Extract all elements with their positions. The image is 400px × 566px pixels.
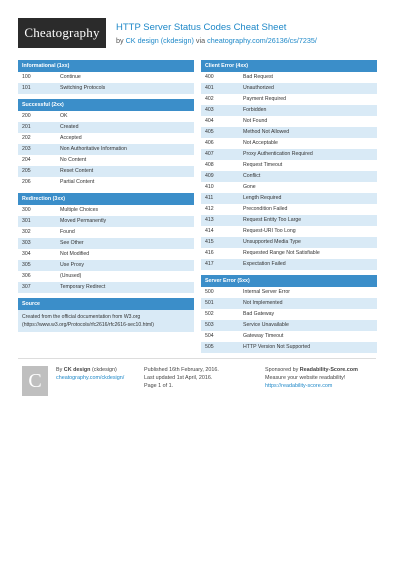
status-code: 405 [205, 129, 214, 135]
status-text: Moved Permanently [60, 218, 107, 224]
sheet-url-link[interactable]: cheatography.com/26136/cs/7235/ [207, 36, 317, 45]
page-subtitle [116, 36, 317, 45]
status-text: Internal Server Error [243, 289, 290, 295]
status-code: 412 [205, 206, 214, 212]
source-section [18, 298, 194, 332]
status-section [18, 60, 194, 94]
status-text: Found [60, 229, 75, 235]
status-row [18, 216, 194, 227]
status-text: Payment Required [243, 96, 286, 102]
status-section [18, 99, 194, 188]
status-row [18, 111, 194, 122]
section-header: Server Error (5xx) [201, 275, 377, 287]
status-row [18, 166, 194, 177]
status-code: 505 [205, 344, 214, 350]
status-text: Not Acceptable [243, 140, 278, 146]
status-row [18, 155, 194, 166]
status-code: 203 [22, 146, 31, 152]
status-text: Multiple Choices [60, 207, 99, 213]
status-text: OK [60, 113, 68, 119]
section-header: Source [18, 298, 194, 310]
status-text: Unauthorized [243, 85, 274, 91]
status-code: 413 [205, 217, 214, 223]
status-row [201, 182, 377, 193]
status-text: Not Implemented [243, 300, 283, 306]
status-row [18, 205, 194, 216]
status-row [201, 215, 377, 226]
status-text: Request Entity Too Large [243, 217, 302, 223]
section-header: Client Error (4xx) [201, 60, 377, 72]
status-text: Requested Range Not Satisfiable [243, 250, 320, 256]
status-code: 300 [22, 207, 31, 213]
status-text: Request-URI Too Long [243, 228, 296, 234]
status-text: Accepted [60, 135, 82, 141]
status-row [201, 342, 377, 353]
status-row [18, 271, 194, 282]
status-code: 302 [22, 229, 31, 235]
sponsor-label: Sponsored by [265, 367, 300, 373]
status-row [201, 204, 377, 215]
status-text: Proxy Authentication Required [243, 151, 313, 157]
author-avatar: C [22, 366, 48, 396]
footer-author-handle: (ckdesign) [90, 367, 117, 373]
status-row [201, 287, 377, 298]
status-text: Switching Protocols [60, 85, 106, 91]
status-text: Temporary Redirect [60, 284, 106, 290]
status-row [18, 83, 194, 94]
status-code: 411 [205, 195, 214, 201]
footer-by-label: By [56, 367, 64, 373]
status-code: 501 [205, 300, 214, 306]
status-code: 504 [205, 333, 214, 339]
status-row [18, 249, 194, 260]
status-text: Created [60, 124, 79, 130]
section-header: Informational (1xx) [18, 60, 194, 72]
footer-author-url[interactable]: cheatography.com/ckdesign/ [56, 375, 125, 381]
status-text: Conflict [243, 173, 261, 179]
status-row [18, 122, 194, 133]
status-text: Service Unavailable [243, 322, 289, 328]
left-column [18, 60, 194, 337]
status-code: 503 [205, 322, 214, 328]
page-number: Page 1 of 1. [144, 383, 174, 389]
status-code: 404 [205, 118, 214, 124]
status-row [18, 177, 194, 188]
status-row [201, 320, 377, 331]
status-text: (Unused) [60, 273, 82, 279]
status-text: Non Authoritative Information [60, 146, 127, 152]
right-column [201, 60, 377, 358]
status-row [18, 282, 194, 293]
status-text: Gateway Timeout [243, 333, 284, 339]
status-text: Gone [243, 184, 256, 190]
status-code: 204 [22, 157, 31, 163]
status-text: Bad Request [243, 74, 273, 80]
status-code: 400 [205, 74, 214, 80]
footer-author [56, 366, 124, 382]
status-row [201, 72, 377, 83]
status-code: 202 [22, 135, 31, 141]
status-text: Expectation Failed [243, 261, 286, 267]
status-row [201, 309, 377, 320]
status-code: 100 [22, 74, 31, 80]
status-row [201, 248, 377, 259]
source-line: Created from the official documentation from W3.org [22, 314, 141, 320]
status-row [201, 94, 377, 105]
status-code: 401 [205, 85, 214, 91]
sponsor-url[interactable]: https://readability-score.com [265, 383, 333, 389]
status-text: Bad Gateway [243, 311, 275, 317]
status-text: Use Proxy [60, 262, 84, 268]
status-code: 201 [22, 124, 31, 130]
status-text: Precondition Failed [243, 206, 288, 212]
status-row [201, 83, 377, 94]
status-row [18, 227, 194, 238]
status-code: 502 [205, 311, 214, 317]
published-date: Published 16th February, 2016. [144, 367, 219, 373]
status-code: 414 [205, 228, 214, 234]
status-text: HTTP Version Not Supported [243, 344, 311, 350]
status-section [201, 60, 377, 270]
status-code: 415 [205, 239, 214, 245]
status-row [18, 133, 194, 144]
section-header: Successful (2xx) [18, 99, 194, 111]
by-label: by [116, 36, 126, 45]
cheatography-logo[interactable]: Cheatography [18, 18, 106, 48]
status-code: 406 [205, 140, 214, 146]
source-box [18, 310, 194, 332]
status-row [201, 105, 377, 116]
status-row [201, 259, 377, 270]
status-text: Forbidden [243, 107, 267, 113]
status-row [18, 260, 194, 271]
status-text: Request Timeout [243, 162, 283, 168]
status-row [18, 72, 194, 83]
status-row [201, 226, 377, 237]
status-code: 402 [205, 96, 214, 102]
status-row [201, 237, 377, 248]
status-text: No Content [60, 157, 87, 163]
status-row [201, 193, 377, 204]
status-row [201, 298, 377, 309]
status-code: 403 [205, 107, 214, 113]
footer-author-name[interactable]: CK design [63, 367, 91, 373]
status-text: See Other [60, 240, 84, 246]
sponsor-tagline: Measure your website readability! [265, 375, 346, 381]
section-header: Redirection (3xx) [18, 193, 194, 205]
status-code: 205 [22, 168, 31, 174]
status-text: Length Required [243, 195, 282, 201]
status-code: 304 [22, 251, 31, 257]
status-row [201, 171, 377, 182]
status-row [201, 149, 377, 160]
status-code: 301 [22, 218, 31, 224]
status-row [18, 238, 194, 249]
status-row [201, 127, 377, 138]
status-code: 305 [22, 262, 31, 268]
status-code: 303 [22, 240, 31, 246]
status-text: Unsupported Media Type [243, 239, 301, 245]
footer-sponsor [265, 366, 358, 390]
status-row [201, 138, 377, 149]
status-code: 416 [205, 250, 214, 256]
status-text: Continue [60, 74, 81, 80]
status-section [18, 193, 194, 293]
status-row [18, 144, 194, 155]
status-code: 410 [205, 184, 214, 190]
status-code: 206 [22, 179, 31, 185]
footer [18, 362, 376, 402]
status-code: 101 [22, 85, 31, 91]
status-code: 307 [22, 284, 31, 290]
status-row [201, 116, 377, 127]
footer-dates [144, 366, 219, 390]
author-link[interactable]: CK design (ckdesign) [125, 36, 194, 45]
status-code: 306 [22, 273, 31, 279]
status-code: 200 [22, 113, 31, 119]
status-text: Partial Content [60, 179, 95, 185]
sponsor-name[interactable]: Readability-Score.com [299, 367, 358, 373]
status-code: 408 [205, 162, 214, 168]
status-text: Reset Content [60, 168, 94, 174]
status-row [201, 160, 377, 171]
updated-date: Last updated 1st April, 2016. [144, 375, 213, 381]
page-title: HTTP Server Status Codes Cheat Sheet [116, 22, 287, 33]
status-code: 407 [205, 151, 214, 157]
status-text: Method Not Allowed [243, 129, 290, 135]
status-row [201, 331, 377, 342]
status-code: 417 [205, 261, 214, 267]
status-text: Not Found [243, 118, 268, 124]
footer-divider [18, 358, 376, 359]
status-section [201, 275, 377, 353]
source-url[interactable]: (https://www.w3.org/Protocols/rfc2616/rfc2616-sec10.html) [22, 322, 154, 328]
status-code: 500 [205, 289, 214, 295]
status-text: Not Modified [60, 251, 90, 257]
via-label: via [193, 36, 208, 45]
status-code: 409 [205, 173, 214, 179]
